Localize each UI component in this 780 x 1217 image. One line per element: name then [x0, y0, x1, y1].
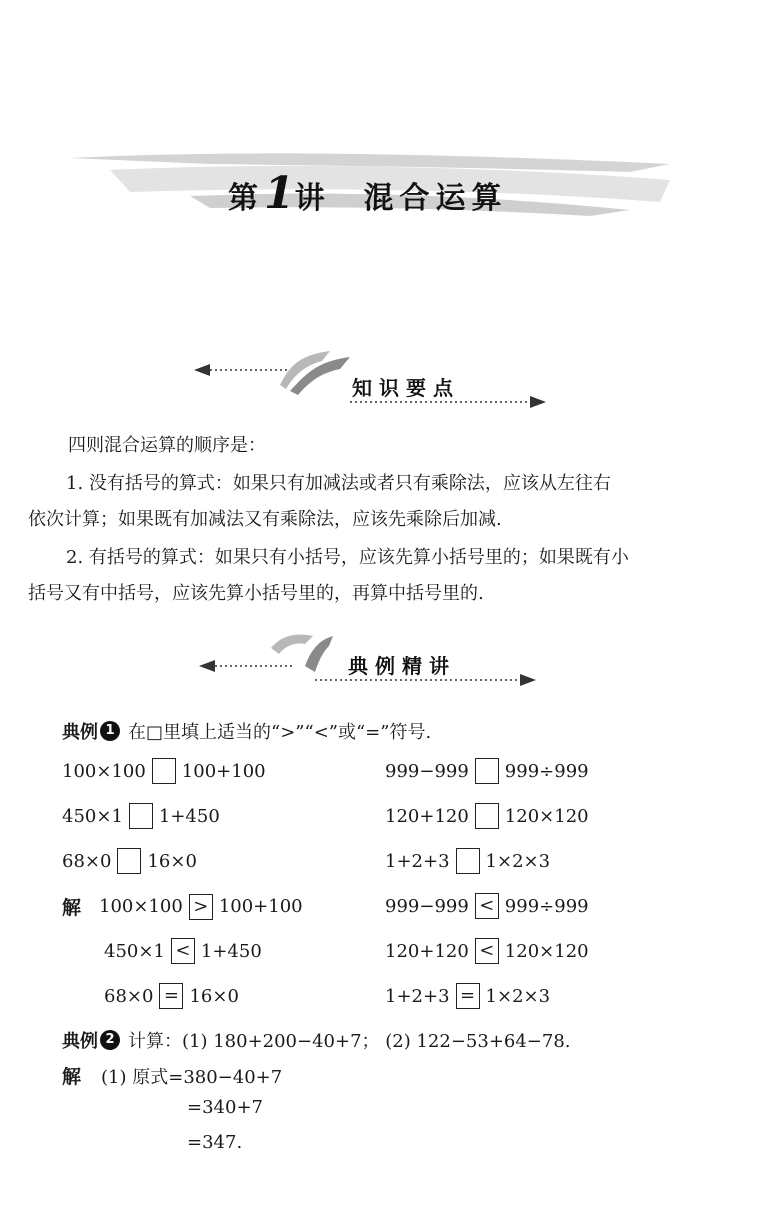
solution-row: [385, 983, 550, 1009]
solution-row: [385, 893, 589, 919]
answer-sign-box: =: [456, 983, 480, 1009]
answer-box[interactable]: [475, 758, 499, 784]
problem-left: 999−999: [385, 760, 469, 782]
answer-left: 68×0: [104, 985, 154, 1007]
answer-right: 999÷999: [504, 895, 589, 917]
answer-box[interactable]: [456, 848, 480, 874]
answer-right: 100+100: [218, 896, 303, 917]
example2-number-badge: 2: [100, 1030, 120, 1050]
problem-row: [62, 848, 197, 874]
section-knowledge-title: 知识要点: [352, 376, 460, 400]
knowledge-intro: 四则混合运算的顺序是：: [68, 435, 266, 456]
solution-row: [104, 983, 239, 1009]
problem-left: 68×0: [62, 850, 112, 872]
solution-step: =347.: [187, 1132, 243, 1153]
solution-row: [62, 893, 303, 920]
solution-step-row: [187, 1097, 263, 1118]
example2-solution: [62, 1062, 282, 1089]
solution-step: =340+7: [187, 1097, 263, 1118]
example1-tag: 典例: [62, 722, 98, 743]
chapter-prefix: 第: [228, 181, 264, 216]
example1-number-badge: 1: [100, 721, 120, 741]
example2-tag: 典例: [62, 1031, 98, 1052]
answer-left: 450×1: [104, 940, 165, 962]
example1-header: [62, 718, 431, 744]
solution-label: 解: [62, 897, 82, 919]
chapter-number: 1: [264, 168, 295, 219]
chapter-name: 混合运算: [363, 181, 508, 216]
answer-right: 16×0: [189, 985, 239, 1007]
chapter-suffix: 讲: [294, 181, 331, 216]
answer-left: 100×100: [99, 896, 183, 917]
example1-prompt: 在□里填上适当的“>”“<”或“=”符号.: [128, 722, 432, 743]
rule2-line1: 2. 有括号的算式：如果只有小括号，应该先算小括号里的；如果既有小: [66, 547, 629, 568]
answer-box[interactable]: [475, 803, 499, 829]
rule1-line1: 1. 没有括号的算式：如果只有加减法或者只有乘除法，应该从左往右: [66, 473, 611, 494]
solution-step: (1) 原式=380−40+7: [101, 1066, 283, 1088]
rule2-line2: 括号又有中括号，应该先算小括号里的，再算中括号里的.: [28, 583, 484, 604]
example2-header: [62, 1027, 571, 1053]
answer-left: 999−999: [385, 895, 469, 917]
answer-sign-box: <: [475, 938, 499, 964]
answer-sign-box: <: [171, 938, 195, 964]
answer-right: 1+450: [200, 940, 262, 962]
problem-right: 999÷999: [504, 760, 589, 782]
problem-right: 16×0: [147, 850, 197, 872]
problem-row: [385, 803, 589, 829]
answer-left: 1+2+3: [385, 985, 450, 1007]
answer-box[interactable]: [152, 758, 176, 784]
problem-left: 120+120: [385, 805, 469, 827]
solution-row: [385, 938, 589, 964]
solution-step-row: [187, 1132, 242, 1153]
rule1-line2: 依次计算；如果既有加减法又有乘除法，应该先乘除后加减.: [28, 509, 502, 530]
problem-row: [62, 803, 220, 829]
answer-sign-box: <: [475, 893, 499, 919]
problem-left: 450×1: [62, 805, 123, 827]
problem-row: [385, 848, 550, 874]
problem-right: 100+100: [181, 760, 266, 782]
problem-right: 120×120: [504, 805, 589, 827]
problem-row: [385, 758, 589, 784]
section-examples-title: 典例精讲: [348, 654, 456, 678]
solution-label: 解: [62, 1066, 82, 1088]
problem-left: 1+2+3: [385, 850, 450, 872]
example2-prompt: 计算：(1) 180+200−40+7； (2) 122−53+64−78.: [128, 1031, 571, 1052]
problem-right: 1×2×3: [485, 850, 551, 872]
answer-right: 120×120: [504, 940, 589, 962]
answer-sign-box: =: [159, 983, 183, 1009]
answer-box[interactable]: [117, 848, 141, 874]
solution-row: [104, 938, 262, 964]
answer-sign-box: >: [189, 894, 213, 920]
chapter-title: [228, 168, 508, 218]
problem-left: 100×100: [62, 760, 146, 782]
answer-right: 1×2×3: [485, 985, 551, 1007]
problem-row: [62, 758, 266, 784]
answer-box[interactable]: [129, 803, 153, 829]
problem-right: 1+450: [158, 805, 220, 827]
answer-left: 120+120: [385, 940, 469, 962]
